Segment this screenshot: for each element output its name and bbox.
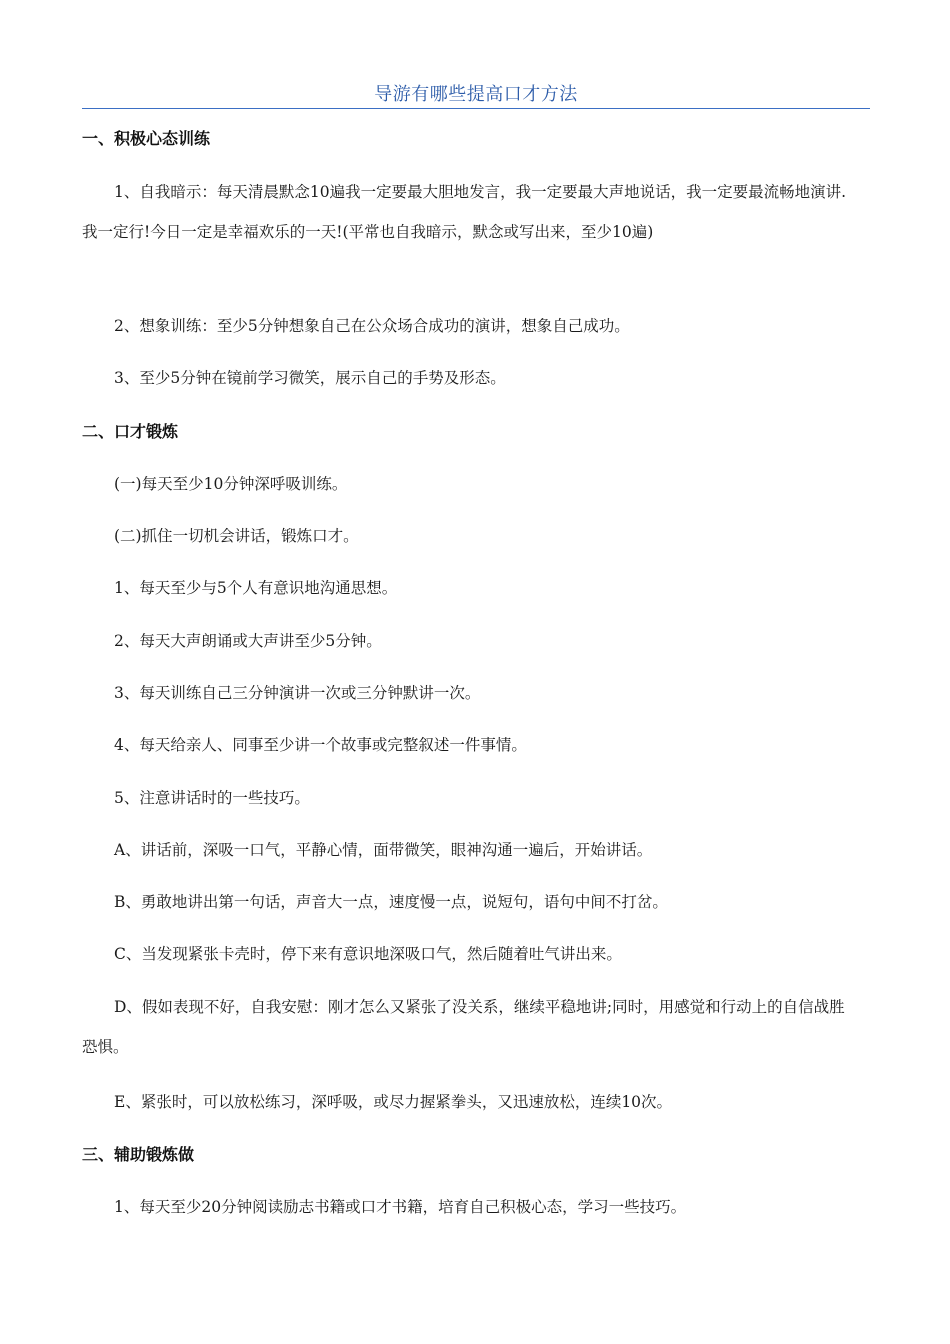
paragraph: (一)每天至少10分钟深呼吸训练。: [114, 475, 348, 493]
paragraph: B、勇敢地讲出第一句话，声音大一点，速度慢一点，说短句，语句中间不打岔。: [114, 893, 668, 911]
paragraph: 2、想象训练：至少5分钟想象自己在公众场合成功的演讲，想象自己成功。: [114, 317, 630, 335]
paragraph: 1、每天至少与5个人有意识地沟通思想。: [114, 579, 398, 597]
section-heading: 二、口才锻炼: [82, 422, 179, 441]
paragraph: C、当发现紧张卡壳时，停下来有意识地深吸口气，然后随着吐气讲出来。: [114, 945, 622, 963]
paragraph: 2、每天大声朗诵或大声讲至少5分钟。: [114, 632, 382, 650]
paragraph: A、讲话前，深吸一口气，平静心情，面带微笑，眼神沟通一遍后，开始讲话。: [114, 841, 653, 859]
document-title: 导游有哪些提高口才方法: [374, 84, 578, 105]
paragraph: 4、每天给亲人、同事至少讲一个故事或完整叙述一件事情。: [114, 736, 527, 754]
paragraph: D、假如表现不好，自我安慰：刚才怎么又紧张了没关系，继续平稳地讲;同时，用感觉和行动上的自信战胜恐惧。: [82, 998, 845, 1056]
paragraph: 5、注意讲话时的一些技巧。: [114, 789, 310, 807]
paragraph: E、紧张时，可以放松练习，深呼吸，或尽力握紧拳头，又迅速放松，连续10次。: [114, 1093, 673, 1111]
section-heading: 三、辅助锻炼做: [82, 1145, 195, 1164]
paragraph: (二)抓住一切机会讲话，锻炼口才。: [114, 527, 359, 545]
paragraph: 3、至少5分钟在镜前学习微笑，展示自己的手势及形态。: [114, 369, 506, 387]
section-heading: 一、积极心态训练: [82, 129, 211, 148]
paragraph: 1、自我暗示：每天清晨默念10遍我一定要最大胆地发言，我一定要最大声地说话，我一定要最流畅地演讲.我一定行!今日一定是幸福欢乐的一天!(平常也自我暗示，默念或写出来，至少10遍): [82, 183, 847, 241]
paragraph: 3、每天训练自己三分钟演讲一次或三分钟默讲一次。: [114, 684, 481, 702]
paragraph: 1、每天至少20分钟阅读励志书籍或口才书籍，培育自己积极心态，学习一些技巧。: [114, 1198, 687, 1216]
title-underline: [82, 108, 870, 109]
